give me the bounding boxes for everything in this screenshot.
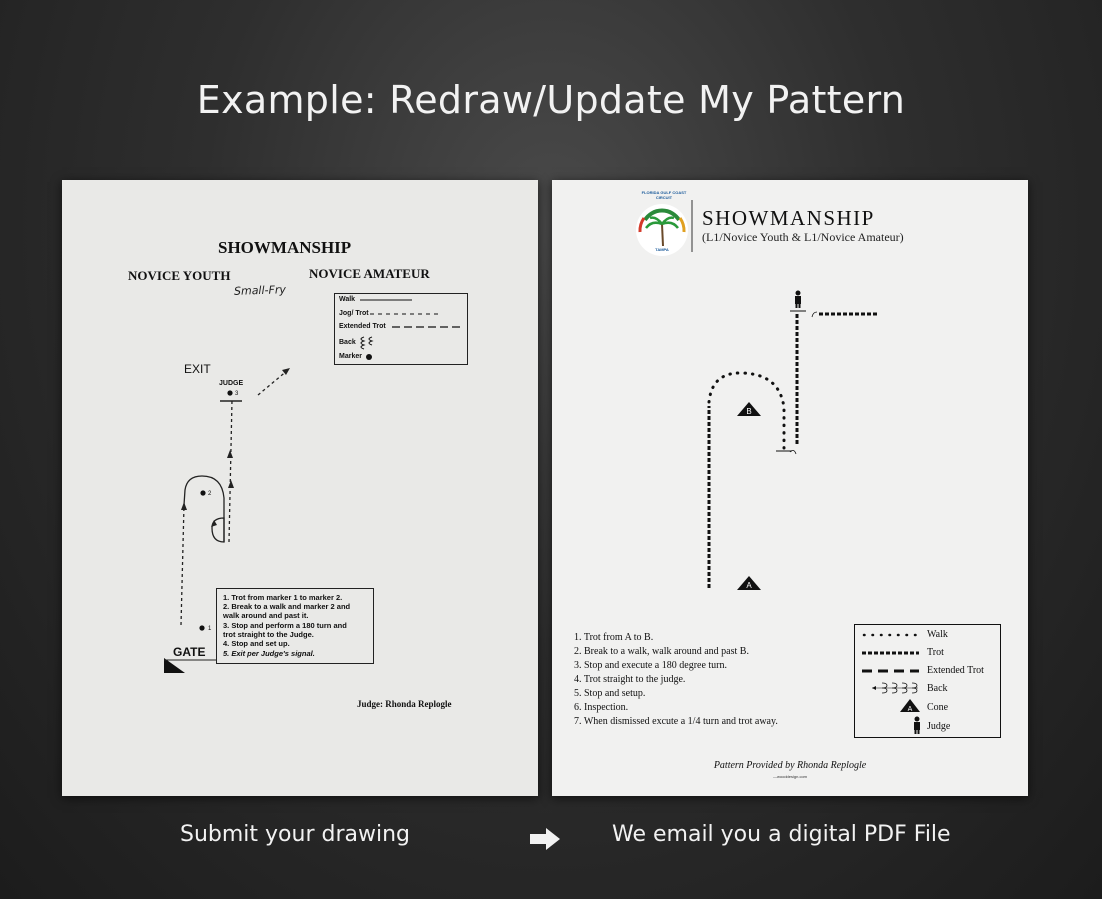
logo-subtext: TAMPA — [655, 247, 669, 252]
left-step: 4. Stop and set up. — [223, 639, 290, 648]
left-step: walk around and past it. — [223, 611, 309, 620]
left-step: trot straight to the Judge. — [223, 630, 314, 639]
left-step: 2. Break to a walk and marker 2 and — [223, 602, 351, 611]
handwritten-note: Small-Fry — [233, 283, 287, 298]
gate-label: GATE — [173, 645, 206, 659]
legend-trot: Trot — [927, 647, 944, 658]
caption-email: We email you a digital PDF File — [612, 822, 951, 847]
legend-jog-trot: Jog/ Trot — [339, 310, 369, 317]
cone-b-icon — [737, 402, 761, 416]
left-step: 5. Exit per Judge's signal. — [223, 649, 315, 658]
legend-back: Back — [339, 339, 356, 346]
hand-drawn-pattern-sheet — [62, 180, 538, 796]
novice-youth-label: NOVICE YOUTH — [128, 268, 231, 283]
marker-3-label: 3 — [235, 391, 239, 397]
cone-b-letter: B — [746, 407, 752, 416]
marker-2-label: 2 — [208, 491, 212, 497]
right-step: 7. When dismissed excute a 1/4 turn and trot away. — [574, 716, 778, 727]
marker-1-label: 1 — [208, 626, 212, 632]
right-subtitle: (L1/Novice Youth & L1/Novice Amateur) — [702, 230, 904, 244]
site-credit: —wooddesign.com — [772, 774, 808, 779]
right-step: 1. Trot from A to B. — [574, 632, 654, 643]
arrow-right-icon — [528, 826, 562, 852]
right-legend-box — [854, 624, 1001, 738]
headline: Example: Redraw/Update My Pattern — [196, 78, 906, 122]
legend-back: Back — [927, 683, 948, 694]
left-title: SHOWMANSHIP — [218, 238, 352, 257]
judge-label: JUDGE — [219, 380, 244, 387]
right-step: 2. Break to a walk, walk around and past B. — [574, 646, 749, 657]
legend-judge: Judge — [927, 721, 951, 732]
right-step: 4. Trot straight to the judge. — [574, 674, 686, 685]
left-judge-credit: Judge: Rhonda Replogle — [357, 699, 452, 709]
legend-extended-trot: Extended Trot — [927, 665, 984, 676]
novice-amateur-label: NOVICE AMATEUR — [309, 266, 430, 281]
judge-person-icon — [795, 291, 801, 309]
logo-text: FLORIDA GULF COAST CIRCUIT — [641, 190, 687, 200]
circuit-logo — [636, 204, 688, 256]
cone-a-icon — [737, 576, 761, 590]
legend-marker: Marker — [339, 353, 362, 360]
cone-a-letter: A — [746, 581, 752, 590]
legend-cone: Cone — [927, 702, 949, 713]
caption-submit: Submit your drawing — [180, 822, 411, 847]
exit-label: EXIT — [184, 362, 211, 376]
left-legend-box — [334, 293, 468, 365]
legend-walk: Walk — [339, 296, 356, 303]
legend-extended-trot: Extended Trot — [339, 323, 386, 330]
left-step: 1. Trot from marker 1 to marker 2. — [223, 593, 343, 602]
legend-walk: Walk — [927, 629, 948, 640]
legend-cone-letter: A — [907, 706, 913, 713]
right-step: 6. Inspection. — [574, 702, 629, 713]
pattern-credit: Pattern Provided by Rhonda Replogle — [713, 760, 867, 771]
right-step: 3. Stop and execute a 180 degree turn. — [574, 660, 728, 671]
digital-pattern-sheet — [552, 180, 1028, 796]
right-title: SHOWMANSHIP — [702, 206, 875, 230]
left-steps-box — [216, 588, 374, 664]
left-step: 3. Stop and perform a 180 turn and — [223, 621, 347, 630]
right-step: 5. Stop and setup. — [574, 688, 646, 699]
